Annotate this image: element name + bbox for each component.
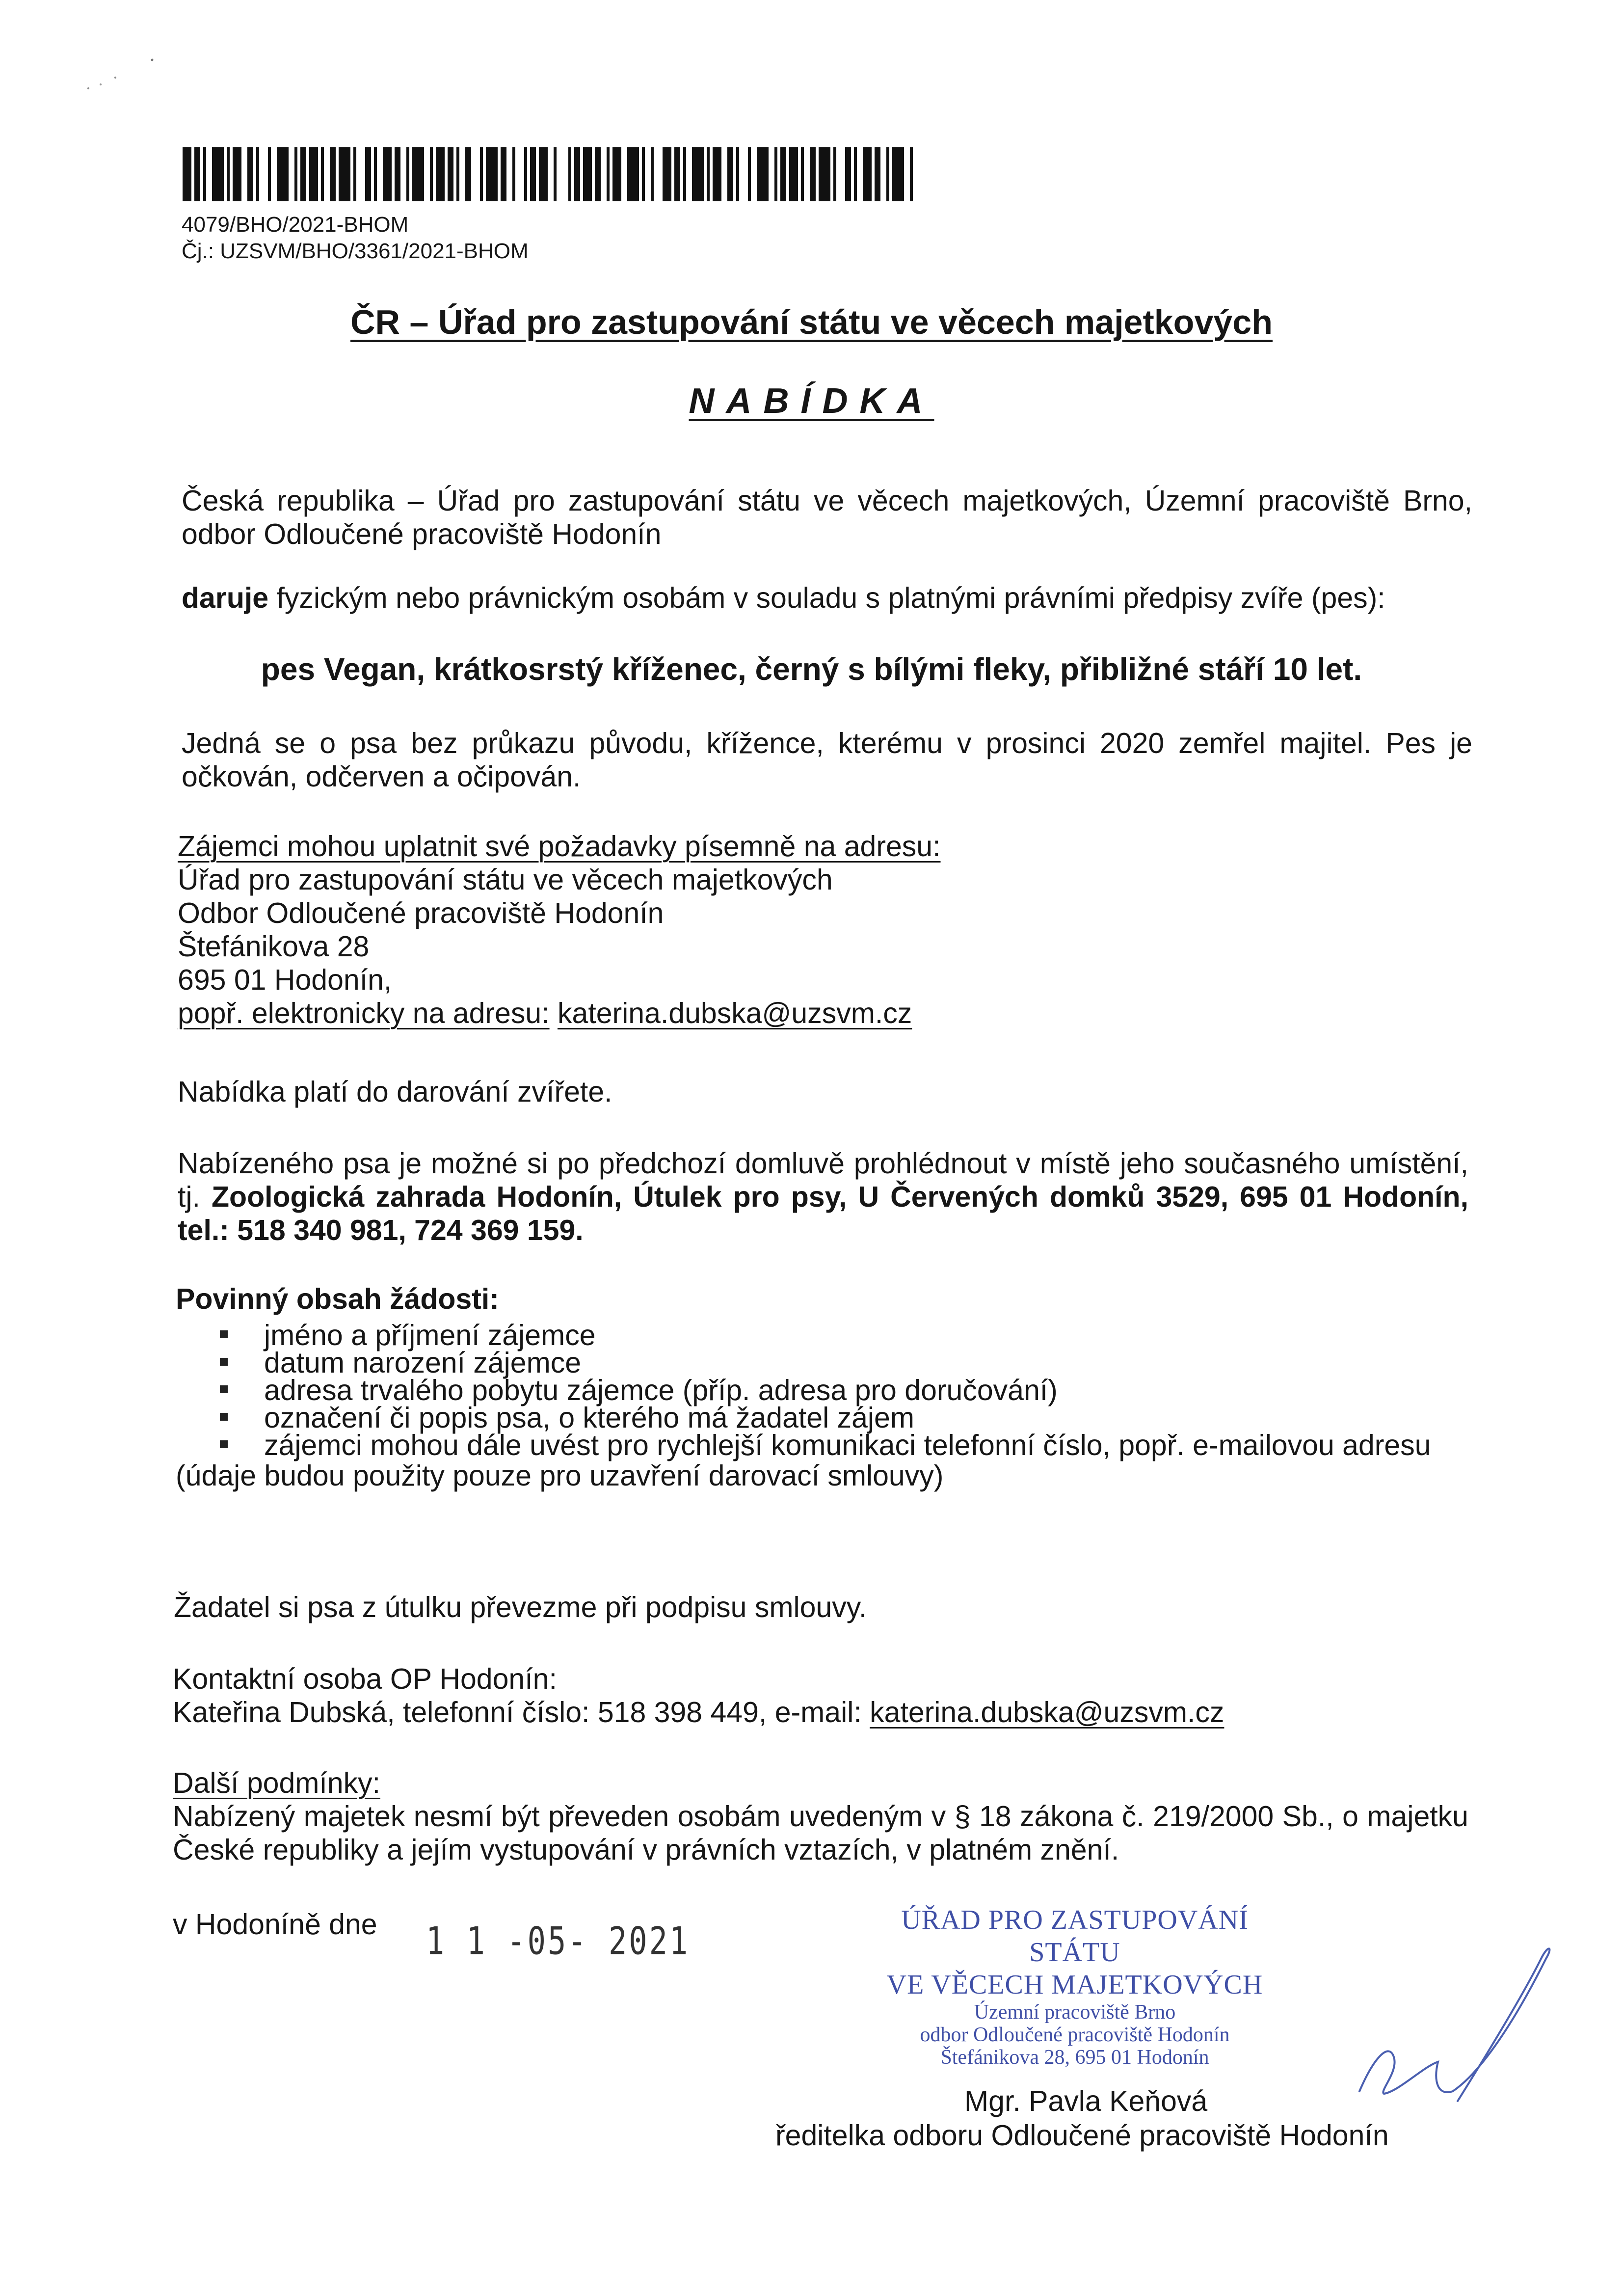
barcode-bar [412,147,424,201]
case-reference: Čj.: UZSVM/BHO/3361/2021-BHOM [182,239,529,263]
barcode-bar [833,147,836,201]
barcode-bar [674,147,680,201]
barcode-bar [530,147,536,201]
barcode-bar [789,147,798,201]
barcode-bar [194,147,200,201]
date-stamp: 1 1 -05- 2021 [426,1918,690,1964]
list-item: zájemci mohou dále uvést pro rychlejší komunikaci telefonní číslo, popř. e-mailovou adresu [176,1432,1457,1459]
barcode-bar [203,147,206,201]
barcode-bar [321,147,324,201]
barcode-bar [374,147,377,201]
barcode-bar [568,147,571,201]
barcode-bar [607,147,610,201]
electronic-address-line [178,997,941,1030]
viewing-paragraph [178,1147,1468,1247]
barcode-bar [748,147,751,201]
signatory-role: ředitelka odboru Odloučené pracoviště Hodonín [775,2119,1389,2152]
contact-heading: Kontaktní osoba OP Hodonín: [173,1663,557,1695]
barcode-bar [294,147,297,201]
document-title: ČR – Úřad pro zastupování státu ve věcech majetkových [350,303,1273,341]
donation-paragraph [182,581,1385,615]
donation-verb: daruje [182,582,269,614]
address-heading: Zájemci mohou uplatnit své požadavky písemně na adresu: [178,830,941,863]
conditions-text: Nabízený majetek nesmí být převeden osobám uvedeným v § 18 zákona č. 219/2000 Sb., o majetku České republiky a jejím vystupování v právních vztazích, v platném znění. [173,1800,1468,1866]
barcode-bar [330,147,336,201]
barcode-bar [395,147,400,201]
list-item: označení či popis psa, o kterého má žadatel zájem [176,1404,1457,1432]
barcode-bar [212,147,224,201]
stamp-line: ÚŘAD PRO ZASTUPOVÁNÍ STÁTU [901,1905,1249,1968]
barcode-bar [910,147,913,201]
barcode-bar [774,147,777,201]
barcode-bar [574,147,580,201]
barcode-bar [256,147,259,201]
barcode-bar [300,147,306,201]
barcode-bar [875,147,880,201]
stamp-line: Územní pracoviště Brno [974,2001,1176,2024]
barcode-bar [353,147,356,201]
requirements-heading: Povinný obsah žádosti: [176,1283,499,1315]
barcode-bar [683,147,686,201]
barcode-bar [692,147,704,201]
barcode-bar [277,147,289,201]
donation-text: fyzickým nebo právnickým osobám v souladu s platnými právními předpisy zvíře (pes): [268,582,1385,614]
bullet-icon [220,1385,228,1393]
barcode-bar [309,147,318,201]
barcode-bar [456,147,459,201]
barcode-bar [642,147,645,201]
list-item: datum narození zájemce [176,1349,1457,1377]
barcode-bar [524,147,527,201]
stamp-line: VE VĚCECH MAJETKOVÝCH [886,1970,1263,2000]
contact-email-link[interactable]: katerina.dubska@uzsvm.cz [870,1696,1224,1729]
barcode-bar [612,147,621,201]
requirements-list [176,1319,1457,1461]
barcode-bar [430,147,433,201]
barcode-bar [663,147,671,201]
handover-text: Žadatel si psa z útulku převezme při podpisu smlouvy. [174,1591,867,1623]
barcode-bar [757,147,769,201]
barcode-bar [448,147,453,201]
barcode-bar [365,147,371,201]
barcode-bar [183,147,191,201]
address-line: Štefánikova 28 [178,930,370,963]
barcode-bar [845,147,851,201]
barcode-bar [486,147,498,201]
barcode-bar [512,147,515,201]
barcode-bar [247,147,253,201]
address-block [178,830,941,1030]
barcode-reference: 4079/BHO/2021-BHOM [182,213,409,237]
description-paragraph: Jedná se o psa bez průkazu původu, křížence, kterému v prosinci 2020 zemřel majitel. Pes je očkován, odčerven a očipován. [182,727,1472,793]
contact-line: Kateřina Dubská, telefonní číslo: 518 398 449, e-mail: katerina.dubska@uzsvm.cz [173,1696,1224,1729]
handwritten-signature [1355,1944,1561,2111]
barcode-bar [780,147,786,201]
barcode-bar [595,147,601,201]
signatory-name: Mgr. Pavla Keňová [964,2085,1208,2117]
address-line: Úřad pro zastupování státu ve věcech majetkových [178,864,833,896]
barcode-bar [727,147,733,201]
validity-text: Nabídka platí do darování zvířete. [178,1076,612,1108]
barcode-bar [480,147,483,201]
barcode-bar [233,147,241,201]
requirements-section [176,1282,1457,1492]
contact-block [173,1662,1224,1729]
viewing-location: Zoologická zahrada Hodonín, Útulek pro psy, U Červených domků 3529, 695 01 Hodonín, tel.: 518 340 981, 724 369 159. [178,1181,1468,1246]
barcode-bar [501,147,506,201]
barcode-bar [713,147,721,201]
barcode-bar [227,147,230,201]
barcode-bar [268,147,271,201]
animal-description: pes Vegan, krátkosrstý kříženec, černý s bílými fleky, přibližné stáří 10 let. [261,651,1362,687]
scan-specks [74,49,172,98]
barcode-bar [554,147,557,201]
barcode-bar [854,147,857,201]
barcode-bar [810,147,816,201]
intro-paragraph: Česká republika – Úřad pro zastupování státu ve věcech majetkových, Územní pracoviště Brno, odbor Odloučené pracoviště Hodonín [182,485,1472,550]
conditions-heading: Další podmínky: [173,1767,380,1799]
barcode-bar [436,147,445,201]
barcode-bar [819,147,830,201]
barcode-bar [406,147,409,201]
viewing-prefix: Nabízeného psa je možné si po předchozí domluvě prohlédnout v místě jeho současného umístění, tj. [178,1147,1468,1213]
barcode-bar [539,147,548,201]
barcode-bar [892,147,904,201]
list-item: adresa trvalého pobytu zájemce (příp. adresa pro doručování) [176,1377,1457,1404]
requirements-note: (údaje budou použity pouze pro uzavření darovací smlouvy) [176,1459,944,1492]
bullet-icon [220,1440,228,1448]
barcode-bar [863,147,872,201]
barcode-bar [801,147,804,201]
barcode-bar [627,147,639,201]
barcode [183,147,914,201]
conditions-block [173,1766,1468,1866]
barcode-bar [465,147,471,201]
bullet-icon [220,1413,228,1421]
barcode-bar [583,147,592,201]
barcode-bar [383,147,392,201]
barcode-bar [339,147,350,201]
barcode-bar [707,147,710,201]
barcode-bar [736,147,739,201]
stamp-line: odbor Odloučené pracoviště Hodonín [920,2024,1230,2046]
bullet-icon [220,1330,228,1338]
address-line: 695 01 Hodonín, [178,964,392,996]
electronic-prefix: popř. elektronicky na adresu: [178,997,550,1029]
barcode-bar [651,147,654,201]
address-line: Odbor Odloučené pracoviště Hodonín [178,897,664,929]
email-link[interactable]: katerina.dubska@uzsvm.cz [558,997,912,1029]
official-stamp [854,1904,1296,2069]
barcode-bar [886,147,889,201]
offer-heading: NABÍDKA [689,381,934,421]
list-item: jméno a příjmení zájemce [176,1322,1457,1349]
bullet-icon [220,1358,228,1366]
stamp-line: Štefánikova 28, 695 01 Hodonín [940,2046,1209,2069]
place-label: v Hodoníně dne [173,1908,377,1941]
